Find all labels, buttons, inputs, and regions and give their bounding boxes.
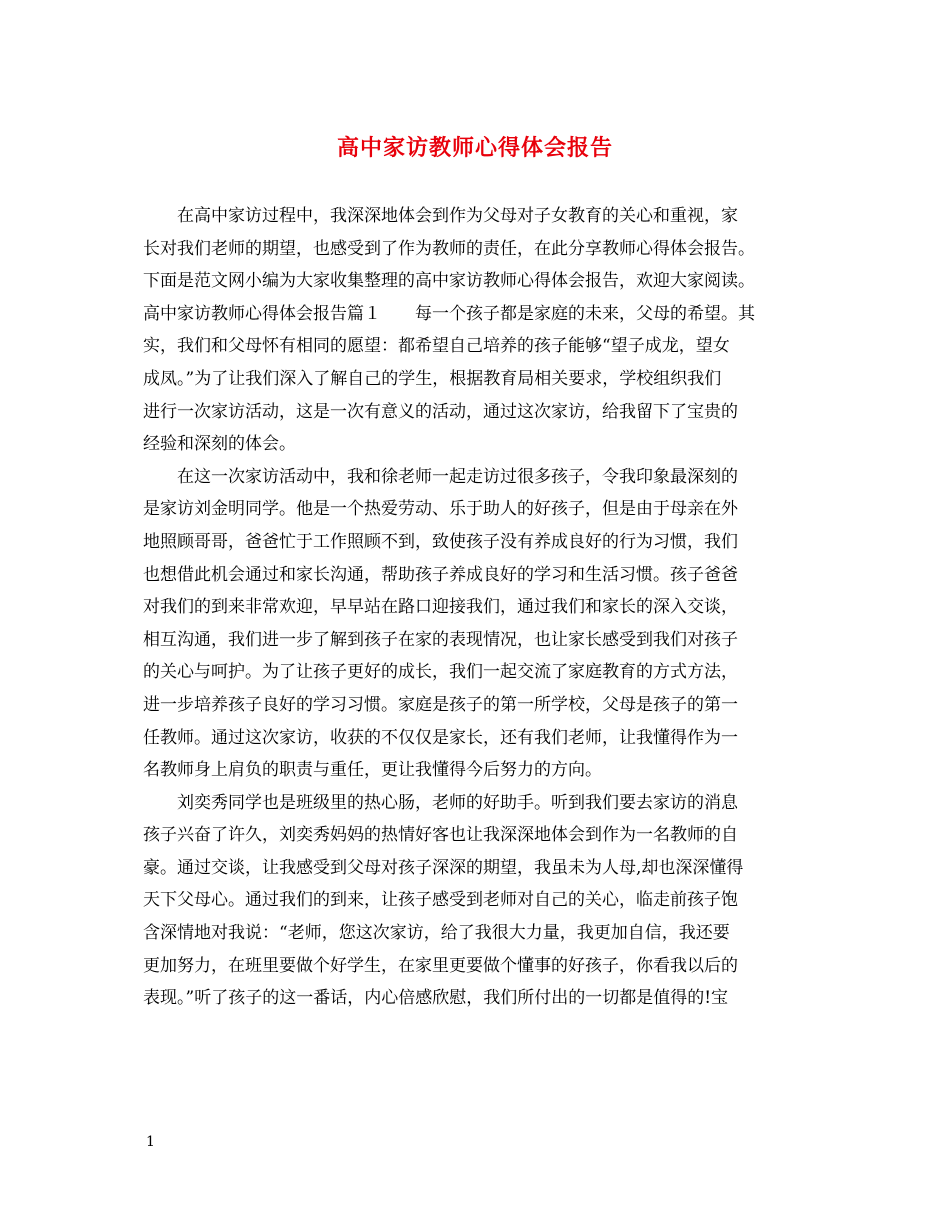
text-line: 的关心与呵护。为了让孩子更好的成长，我们一起交流了家庭教育的方式方法， xyxy=(143,662,738,683)
text-line: 表现。”听了孩子的这一番话，内心倍感欣慰，我们所付出的一切都是值得的!宝 xyxy=(143,988,729,1009)
text-line: 进一步培养孩子良好的学习习惯。家庭是孩子的第一所学校，父母是孩子的第一 xyxy=(143,694,738,715)
text-line: 进行一次家访活动，这是一次有意义的活动，通过这次家访，给我留下了宝贵的 xyxy=(143,401,738,422)
text-line: 对我们的到来非常欢迎，早早站在路口迎接我们，通过我们和家长的深入交谈， xyxy=(143,597,738,618)
text-line: 孩子兴奋了许久，刘奕秀妈妈的热情好客也让我深深地体会到作为一名教师的自 xyxy=(143,825,738,846)
text-line: 天下父母心。通过我们的到来，让孩子感受到老师对自己的关心，临走前孩子饱 xyxy=(143,890,738,911)
document-title: 高中家访教师心得体会报告 xyxy=(336,135,613,161)
text-line: 经验和深刻的体会。 xyxy=(143,434,296,455)
document-body xyxy=(143,200,813,1015)
text-line: 含深情地对我说：“老师，您这次家访，给了我很大力量，我更加自信，我还要 xyxy=(143,923,730,944)
page-number: 1 xyxy=(146,1134,155,1150)
text-line: 实，我们和父母怀有相同的愿望：都希望自己培养的孩子能够“望子成龙，望女 xyxy=(143,336,730,357)
text-line: 更加努力，在班里要做个好学生，在家里更要做个懂事的好孩子，你看我以后的 xyxy=(143,955,738,976)
text-line: 任教师。通过这次家访，收获的不仅仅是家长，还有我们老师，让我懂得作为一 xyxy=(143,727,738,748)
text-line: 是家访刘金明同学。他是一个热爱劳动、乐于助人的好孩子，但是由于母亲在外 xyxy=(143,499,738,520)
text-line: 刘奕秀同学也是班级里的热心肠，老师的好助手。听到我们要去家访的消息 xyxy=(177,792,738,813)
text-line: 下面是范文网小编为大家收集整理的高中家访教师心得体会报告，欢迎大家阅读。 xyxy=(143,271,755,292)
text-line: 豪。通过交谈，让我感受到父母对孩子深深的期望，我虽未为人母,却也深深懂得 xyxy=(143,857,744,878)
text-line: 名教师身上肩负的职责与重任，更让我懂得今后努力的方向。 xyxy=(143,760,602,781)
text-line: 也想借此机会通过和家长沟通，帮助孩子养成良好的学习和生活习惯。孩子爸爸 xyxy=(143,564,738,585)
text-line: 成凤。”为了让我们深入了解自己的学生，根据教育局相关要求，学校组织我们 xyxy=(143,368,722,389)
text-line: 在高中家访过程中，我深深地体会到作为父母对子女教育的关心和重视，家 xyxy=(177,206,738,226)
text-line: 长对我们老师的期望，也感受到了作为教师的责任，在此分享教师心得体会报告。 xyxy=(143,238,755,259)
text-line: 在这一次家访活动中，我和徐老师一起走访过很多孩子，令我印象最深刻的 xyxy=(177,466,738,487)
text-line: 地照顾哥哥，爸爸忙于工作照顾不到，致使孩子没有养成良好的行为习惯，我们 xyxy=(143,531,738,552)
text-line: 高中家访教师心得体会报告篇１ 每一个孩子都是家庭的未来，父母的希望。其 xyxy=(143,303,755,324)
text-line: 相互沟通，我们进一步了解到孩子在家的表现情况，也让家长感受到我们对孩子 xyxy=(143,629,738,650)
